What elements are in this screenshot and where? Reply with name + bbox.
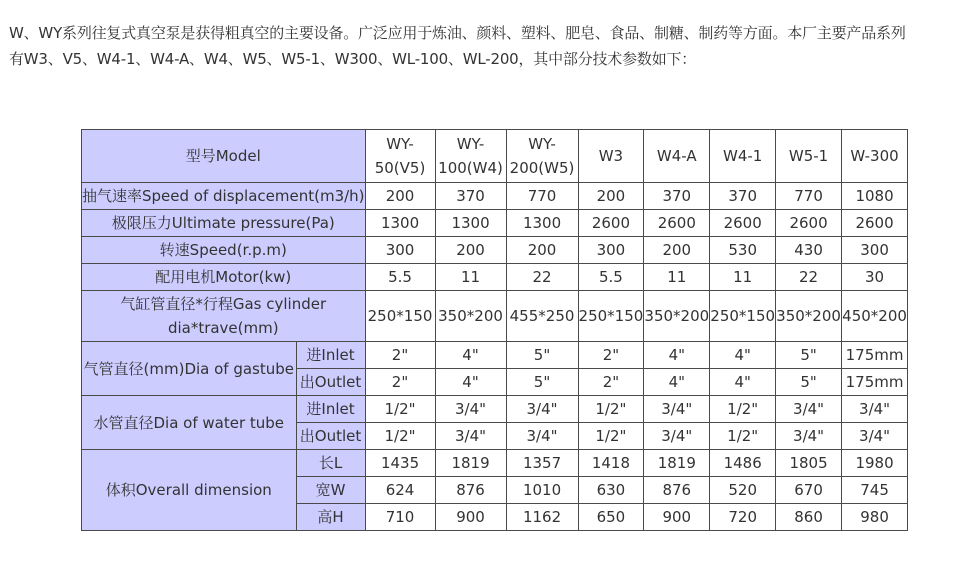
value-cell: 1/2" xyxy=(365,396,435,423)
row-label: 气管直径(mm)Dia of gastube xyxy=(82,342,297,396)
value-cell: 175mm xyxy=(842,342,908,369)
value-cell: 2" xyxy=(365,369,435,396)
value-cell: 200 xyxy=(644,237,710,264)
value-cell: 350*200 xyxy=(435,291,506,342)
value-cell: 4" xyxy=(435,369,506,396)
value-cell: 670 xyxy=(776,477,842,504)
value-cell: 3/4" xyxy=(842,396,908,423)
sub-label: 长L xyxy=(296,450,365,477)
model-cell: WY- 200(W5) xyxy=(506,130,578,183)
value-cell: 1805 xyxy=(776,450,842,477)
table-row-water-tube-inlet xyxy=(82,396,908,423)
value-cell: 1435 xyxy=(365,450,435,477)
sub-label: 进Inlet xyxy=(296,342,365,369)
value-cell: 2600 xyxy=(644,210,710,237)
value-cell: 1300 xyxy=(506,210,578,237)
value-cell: 1162 xyxy=(506,504,578,531)
value-cell: 350*200 xyxy=(776,291,842,342)
sub-label: 出Outlet xyxy=(296,369,365,396)
value-cell: 1/2" xyxy=(710,396,776,423)
value-cell: 2" xyxy=(578,369,644,396)
value-cell: 1010 xyxy=(506,477,578,504)
value-cell: 3/4" xyxy=(776,423,842,450)
value-cell: 720 xyxy=(710,504,776,531)
value-cell: 5.5 xyxy=(365,264,435,291)
row-label: 水管直径Dia of water tube xyxy=(82,396,297,450)
value-cell: 22 xyxy=(506,264,578,291)
model-cell: W4-A xyxy=(644,130,710,183)
value-cell: 3/4" xyxy=(435,423,506,450)
value-cell: 30 xyxy=(842,264,908,291)
value-cell: 770 xyxy=(506,183,578,210)
value-cell: 1980 xyxy=(842,450,908,477)
sub-label: 进Inlet xyxy=(296,396,365,423)
value-cell: 300 xyxy=(578,237,644,264)
value-cell: 200 xyxy=(365,183,435,210)
value-cell: 4" xyxy=(710,342,776,369)
value-cell: 650 xyxy=(578,504,644,531)
value-cell: 5" xyxy=(506,369,578,396)
sub-label: 出Outlet xyxy=(296,423,365,450)
value-cell: 876 xyxy=(644,477,710,504)
value-cell: 1/2" xyxy=(578,396,644,423)
model-cell: W-300 xyxy=(842,130,908,183)
value-cell: 3/4" xyxy=(435,396,506,423)
table-row-speed-rpm xyxy=(82,237,908,264)
model-cell: WY- 100(W4) xyxy=(435,130,506,183)
table-row-speed-displacement xyxy=(82,183,908,210)
row-label: 极限压力Ultimate pressure(Pa) xyxy=(82,210,366,237)
value-cell: 1/2" xyxy=(710,423,776,450)
value-cell: 430 xyxy=(776,237,842,264)
value-cell: 5" xyxy=(506,342,578,369)
value-cell: 4" xyxy=(644,369,710,396)
value-cell: 3/4" xyxy=(506,396,578,423)
value-cell: 745 xyxy=(842,477,908,504)
value-cell: 5" xyxy=(776,342,842,369)
intro-paragraph xyxy=(9,20,964,72)
value-cell: 530 xyxy=(710,237,776,264)
value-cell: 1418 xyxy=(578,450,644,477)
model-cell: WY- 50(V5) xyxy=(365,130,435,183)
table-row-gas-tube-inlet xyxy=(82,342,908,369)
value-cell: 1/2" xyxy=(365,423,435,450)
model-cell: W3 xyxy=(578,130,644,183)
value-cell: 5.5 xyxy=(578,264,644,291)
value-cell: 520 xyxy=(710,477,776,504)
value-cell: 1819 xyxy=(644,450,710,477)
value-cell: 5" xyxy=(776,369,842,396)
value-cell: 455*250 xyxy=(506,291,578,342)
value-cell: 2600 xyxy=(842,210,908,237)
value-cell: 370 xyxy=(644,183,710,210)
model-cell: W5-1 xyxy=(776,130,842,183)
row-label: 转速Speed(r.p.m) xyxy=(82,237,366,264)
table-row-model xyxy=(82,130,908,183)
value-cell: 250*150 xyxy=(365,291,435,342)
table-row-ultimate-pressure xyxy=(82,210,908,237)
value-cell: 624 xyxy=(365,477,435,504)
value-cell: 11 xyxy=(435,264,506,291)
value-cell: 770 xyxy=(776,183,842,210)
value-cell: 450*200 xyxy=(842,291,908,342)
value-cell: 3/4" xyxy=(842,423,908,450)
value-cell: 2" xyxy=(578,342,644,369)
value-cell: 250*150 xyxy=(710,291,776,342)
value-cell: 630 xyxy=(578,477,644,504)
value-cell: 1357 xyxy=(506,450,578,477)
value-cell: 900 xyxy=(435,504,506,531)
value-cell: 4" xyxy=(644,342,710,369)
value-cell: 2600 xyxy=(710,210,776,237)
value-cell: 876 xyxy=(435,477,506,504)
table-row-gas-cylinder xyxy=(82,291,908,342)
value-cell: 860 xyxy=(776,504,842,531)
value-cell: 3/4" xyxy=(644,396,710,423)
spec-table xyxy=(81,129,908,531)
value-cell: 300 xyxy=(365,237,435,264)
model-cell: W4-1 xyxy=(710,130,776,183)
row-label: 抽气速率Speed of displacement(m3/h) xyxy=(82,183,366,210)
value-cell: 1819 xyxy=(435,450,506,477)
value-cell: 175mm xyxy=(842,369,908,396)
table-row-motor xyxy=(82,264,908,291)
value-cell: 4" xyxy=(435,342,506,369)
value-cell: 2600 xyxy=(776,210,842,237)
value-cell: 710 xyxy=(365,504,435,531)
value-cell: 200 xyxy=(578,183,644,210)
value-cell: 370 xyxy=(435,183,506,210)
value-cell: 370 xyxy=(710,183,776,210)
value-cell: 11 xyxy=(710,264,776,291)
value-cell: 2" xyxy=(365,342,435,369)
row-label: 配用电机Motor(kw) xyxy=(82,264,366,291)
sub-label: 高H xyxy=(296,504,365,531)
value-cell: 4" xyxy=(710,369,776,396)
sub-label: 宽W xyxy=(296,477,365,504)
table-row-dimension-length xyxy=(82,450,908,477)
value-cell: 1486 xyxy=(710,450,776,477)
value-cell: 1/2" xyxy=(578,423,644,450)
value-cell: 1300 xyxy=(365,210,435,237)
value-cell: 1300 xyxy=(435,210,506,237)
value-cell: 350*200 xyxy=(644,291,710,342)
value-cell: 11 xyxy=(644,264,710,291)
value-cell: 900 xyxy=(644,504,710,531)
value-cell: 980 xyxy=(842,504,908,531)
row-label: 气缸管直径*行程Gas cylinder dia*trave(mm) xyxy=(82,291,366,342)
value-cell: 3/4" xyxy=(776,396,842,423)
model-header: 型号Model xyxy=(82,130,366,183)
value-cell: 200 xyxy=(506,237,578,264)
row-label: 体积Overall dimension xyxy=(82,450,297,531)
value-cell: 250*150 xyxy=(578,291,644,342)
value-cell: 3/4" xyxy=(644,423,710,450)
value-cell: 300 xyxy=(842,237,908,264)
value-cell: 2600 xyxy=(578,210,644,237)
value-cell: 200 xyxy=(435,237,506,264)
intro-line-2: 有W3、V5、W4-1、W4-A、W4、W5、W5-1、W300、WL-100、WL-200，其中部分技术参数如下： xyxy=(9,50,697,68)
value-cell: 22 xyxy=(776,264,842,291)
intro-line-1: W、WY系列往复式真空泵是获得粗真空的主要设备。广泛应用于炼油、颜料、塑料、肥皂、食品、制糖、制药等方面。本厂主要产品系列 xyxy=(9,24,906,42)
value-cell: 1080 xyxy=(842,183,908,210)
value-cell: 3/4" xyxy=(506,423,578,450)
